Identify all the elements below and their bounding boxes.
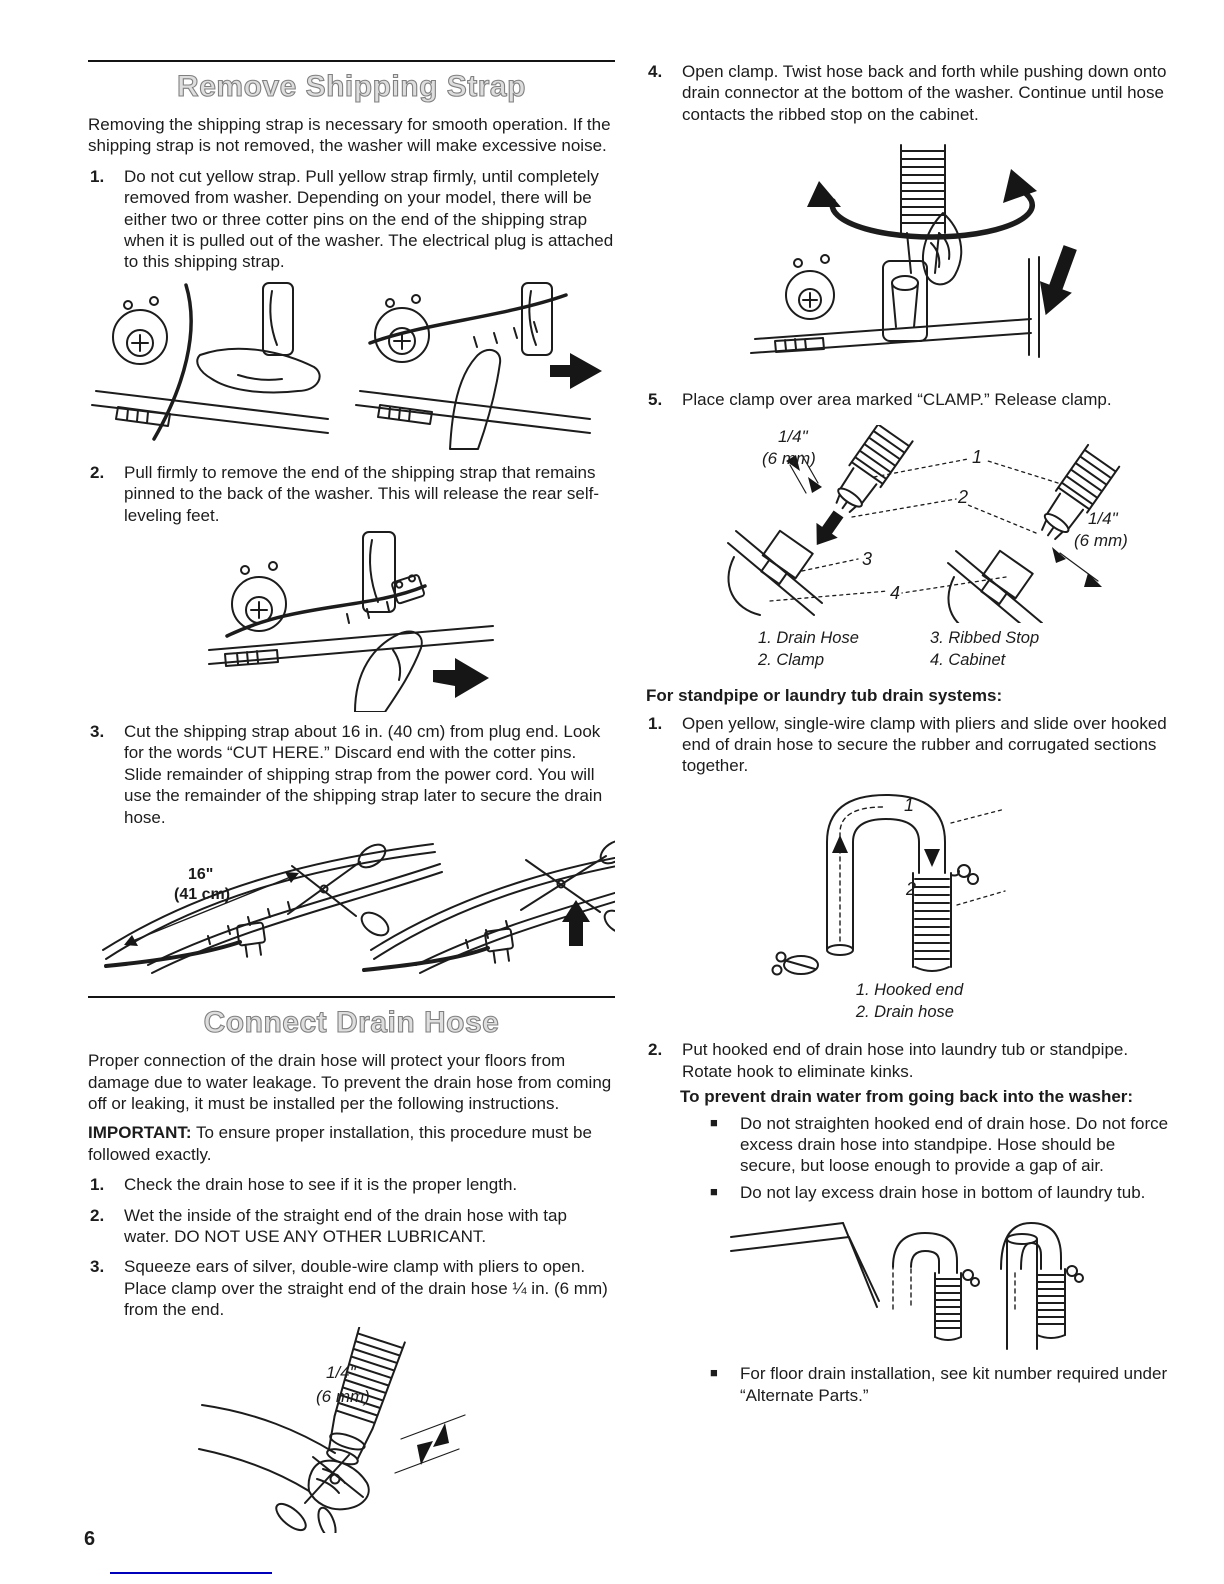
tub-standpipe-illustration [646,1209,1173,1355]
step-text: Squeeze ears of silver, double-wire clamp with pliers to open. Place clamp over the straight end of the drain hose ¼ in. (6 mm) from the end. [124,1257,608,1320]
page-number: 6 [84,1528,96,1550]
pliers-dim-mm: (6 mm) [316,1386,370,1406]
hose-twist-illustration [646,141,1173,375]
connect-step-2 [88,1205,615,1248]
step-text: Place clamp over area marked “CLAMP.” Release clamp. [682,390,1112,410]
step-number: 2. [90,462,105,482]
step-number: 1. [90,1175,105,1195]
section-divider [88,996,615,998]
clamp-legend [758,627,1173,672]
footer-link-underline [110,1572,272,1574]
remove-step-3 [88,721,615,828]
right-column [646,52,1173,1406]
remove-strap-intro: Removing the shipping strap is necessary for smooth operation. If the shipping strap is not removed, the washer will make excessive noise. [88,115,611,156]
strap-pull-drawing [88,279,615,453]
hook-callout-1: 1 [904,794,915,815]
clamp-dim-in-left: 1/4" [778,426,808,446]
step-number: 2. [648,1040,663,1060]
hooked-hose-illustration [646,787,1173,979]
pliers-clamp-drawing [197,1327,507,1533]
cut-length-label-in: 16" [188,866,214,884]
bullet-text: Do not lay excess drain hose in bottom of laundry tub. [740,1182,1146,1202]
callout-3: 3 [862,548,873,569]
remove-step-1 [88,166,615,273]
step-text: Put hooked end of drain hose into laundry tub or standpipe. Rotate hook to eliminate kinks. [682,1040,1129,1081]
callout-1: 1 [972,446,983,467]
pliers-dim-in: 1/4" [326,1362,356,1382]
cut-length-label-cm: (41 cm) [174,886,231,904]
square-bullet-icon: ■ [710,1114,718,1130]
strap-back-illustration [88,530,615,712]
important-text: To ensure proper installation, this procedure must be followed exactly. [88,1123,592,1164]
connect-step-3 [88,1256,615,1320]
hook-callout-2: 2 [906,878,917,899]
clamp-dim-mm-right: (6 mm) [1074,530,1128,550]
step-text: Cut the shipping strap about 16 in. (40 cm) from plug end. Look for the words “CUT HERE.” Discard end with the cotter pins. Slide remainder of shipping strap from the power cord. You will use the remainder of the shipping strap later to secure the drain hose. [124,722,603,827]
step-text: Open yellow, single-wire clamp with pliers and slide over hooked end of drain hose to secure the rubber and corrugated sections together. [682,713,1167,776]
clamp-dim-mm-left: (6 mm) [762,448,816,468]
legend-hooked-end: 1. Hooked end [855,980,964,999]
prevent-backflow-heading: To prevent drain water from going back into the washer: [680,1087,1134,1107]
legend-drain-hose: 1. Drain Hose [758,628,859,647]
callout-2: 2 [958,486,969,507]
step-text: Open clamp. Twist hose back and forth while pushing down onto drain connector at the bottom of the washer. Continue until hose contacts the ribbed stop on the cabinet. [682,62,1167,124]
step-number: 3. [90,1257,105,1277]
strap-back-drawing [197,530,507,712]
connect-hose-intro: Proper connection of the drain hose will protect your floors from damage due to water leakage. To prevent the drain hose from coming off or leaking, it must be installed per the following instructions. [88,1051,612,1113]
callout-4: 4 [890,582,901,603]
strap-pull-illustration [88,279,615,453]
step-text: Do not cut yellow strap. Pull yellow strap firmly, until completely removed from washer. Depending on your model, there will be either two or three cotter pins on the end of the shipping strap when it is pulled out of the washer. The electrical plug is attached to this shipping strap. [124,166,614,272]
important-note [88,1122,615,1165]
remove-step-2 [88,462,615,526]
step-text: Check the drain hose to see if it is the proper length. [124,1175,518,1195]
strap-cut-illustration [88,832,615,974]
left-column [88,60,615,1533]
pliers-clamp-illustration [88,1327,615,1533]
step-number: 2. [90,1205,105,1225]
step-number: 1. [90,166,105,186]
bullet-text: For floor drain installation, see kit number required under “Alternate Parts.” [740,1364,1168,1405]
install-step-5 [646,389,1173,410]
step-text: Wet the inside of the straight end of the drain hose with tap water. DO NOT USE ANY OTHER LUBRICANT. [124,1205,567,1246]
standpipe-step-2 [646,1039,1173,1082]
step-number: 1. [648,713,663,733]
step-text: Pull firmly to remove the end of the shipping strap that remains pinned to the back of the washer. This will release the rear self-leveling feet. [124,462,599,525]
legend-cabinet: 4. Cabinet [930,650,1006,669]
tub-standpipe-drawing [725,1209,1095,1355]
hook-legend [646,979,1173,1024]
install-step-4 [646,61,1173,125]
floor-drain-bullet [646,1363,1173,1406]
standpipe-step-1 [646,713,1173,777]
clamp-position-illustration [706,425,1151,623]
legend-drain-hose-2: 2. Drain hose [855,1003,954,1022]
step-number: 5. [648,390,663,410]
section-title-remove-shipping-strap: Remove Shipping Strap [177,70,526,103]
legend-clamp: 2. Clamp [758,650,825,669]
step-number: 3. [90,722,105,742]
section-divider [88,60,615,62]
backflow-bullet-1 [646,1113,1173,1177]
important-label: IMPORTANT: [88,1123,192,1143]
clamp-dim-in-right: 1/4" [1088,508,1118,528]
hose-twist-drawing [715,141,1105,375]
bullet-text: Do not straighten hooked end of drain hose. Do not force excess drain hose into standpipe. Hose should be secure, but loose enough to provide a gap of air. [740,1113,1169,1176]
connect-step-1 [88,1174,615,1195]
square-bullet-icon: ■ [710,1183,718,1199]
strap-cut-drawing [88,832,615,974]
square-bullet-icon: ■ [710,1365,718,1381]
legend-ribbed-stop: 3. Ribbed Stop [930,628,1040,647]
step-number: 4. [648,62,663,81]
standpipe-heading: For standpipe or laundry tub drain systems: [646,686,1003,706]
backflow-bullet-2 [646,1182,1173,1203]
section-title-connect-drain-hose: Connect Drain Hose [203,1006,500,1040]
